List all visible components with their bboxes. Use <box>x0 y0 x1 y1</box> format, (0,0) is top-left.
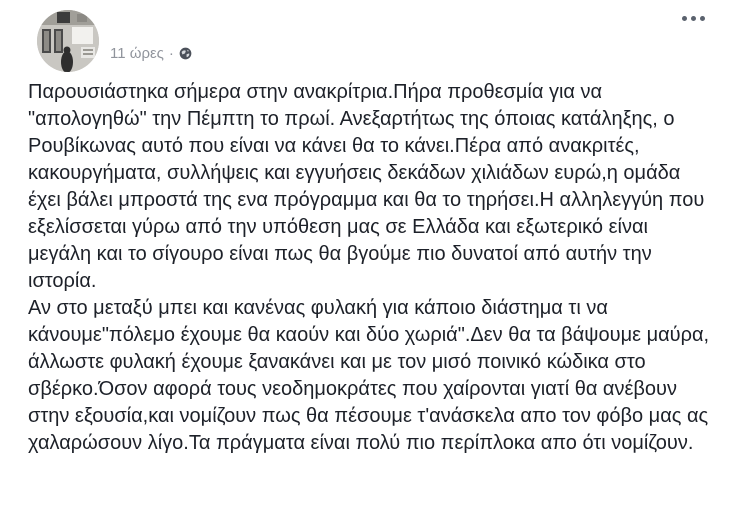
post-header <box>0 0 734 80</box>
post-paragraph: Αν στο μεταξύ μπει και κανένας φυλακή για κάποιο διάστημα τι να κάνουμε"πόλεμο έχουμε θα καούν και δύο χωριά".Δεν θα τα βάψουμε μαύρα, άλλωστε φυλακή έχουμε ξανακάνει και με τον μισό ποινικό κώδικα στο σβέρκο.Όσον αφορά τους νεοδημοκράτες που χαίρονται γιατί θα ανέβουν στην εξουσία,και νομίζουν πως θα πέσουμε τ'ανάσκελα απο τον φόβο μας ας χαλαρώσουν λίγο.Τα πράγματα είναι πολύ πιο περίπλοκα απο ότι νομίζουν. <box>28 297 715 454</box>
post-paragraph: Παρουσιάστηκα σήμερα στην ανακρίτρια.Πήρα προθεσμία για να "απολογηθώ" την Πέμπτη το πρωί. Ανεξαρτήτως της όποιας κατάληξης, ο Ρουβίκωνας αυτό που είναι να κάνει θα το κάνει.Πέρα από ανακριτές, κακουργήματα, συλλήψεις και εγγυήσεις δεκάδων χιλιάδων ευρώ,η ομάδα έχει βάλει μπροστά της ενα πρόγραμμα και θα το τηρήσει.Η αλληλεγγύη που εξελίσσεται γύρω από την υπόθεση μας σε Ελλάδα και εξωτερικό είναι μεγάλη και το σίγουρο είναι πως θα βγούμε πιο δυνατοί από αυτήν την ιστορία. <box>28 81 710 292</box>
avatar[interactable] <box>37 10 99 72</box>
post-timestamp[interactable]: 11 ώρες <box>110 45 164 62</box>
ellipsis-icon <box>682 16 687 21</box>
post-meta-row <box>110 44 192 63</box>
meta-separator: · <box>168 45 174 62</box>
post-options-button[interactable] <box>678 12 709 25</box>
ellipsis-icon <box>691 16 696 21</box>
profile-photo-icon <box>37 10 99 72</box>
globe-privacy-icon <box>179 47 192 60</box>
post-text <box>28 79 715 457</box>
ellipsis-icon <box>700 16 705 21</box>
